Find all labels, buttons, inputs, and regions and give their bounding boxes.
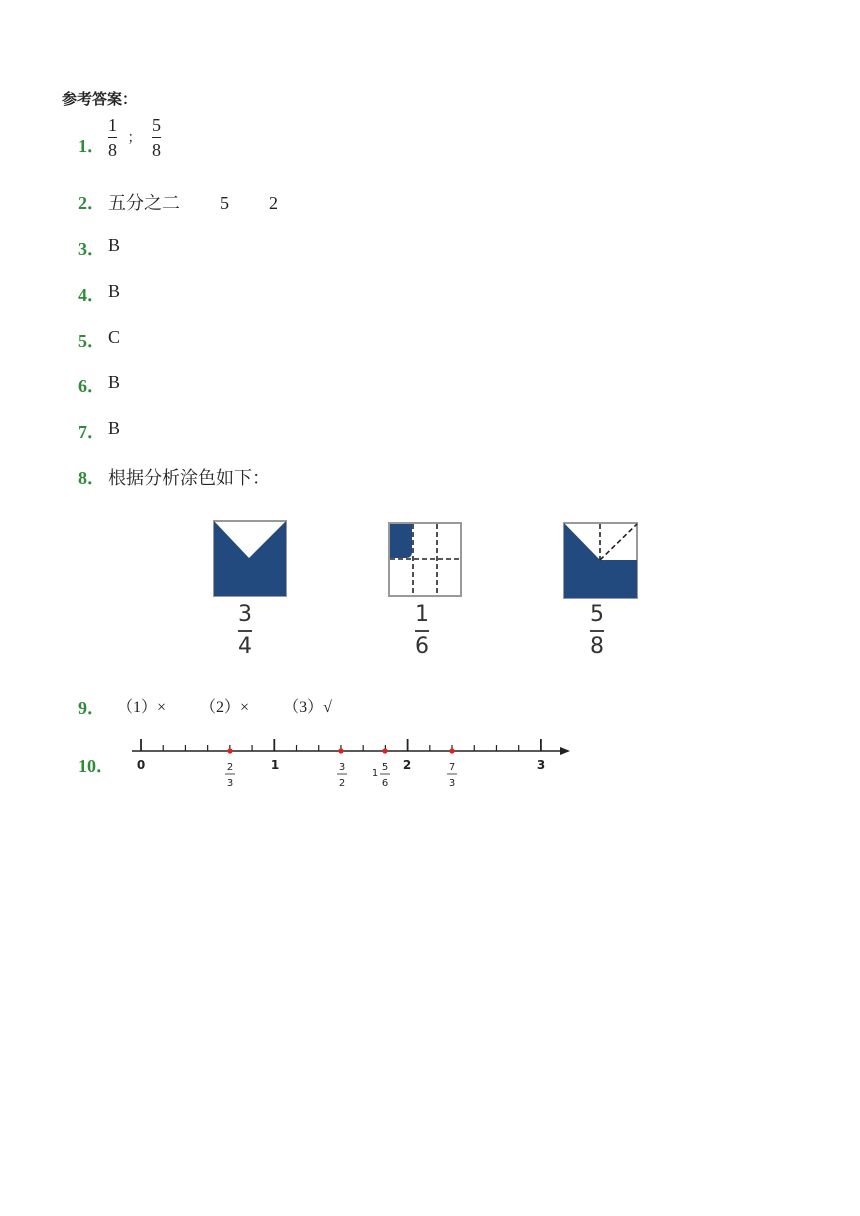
q1-fraction-b: $\frac{5}{8}$: [152, 115, 161, 160]
figure2-label: $\frac{1}{6}$: [415, 602, 429, 659]
q1-fraction-a: $\frac{1}{8}$: [108, 115, 117, 160]
q4-number: 4．: [78, 285, 105, 305]
q1-number: 1．: [78, 136, 105, 156]
nl-point-1-5-6: [382, 748, 387, 753]
nl-point-2-3-num: 2: [226, 762, 234, 773]
figure-five-eighths: [563, 522, 639, 600]
nl-label-2: 2: [402, 758, 412, 772]
q6-number: 6．: [78, 376, 105, 396]
q2-answer: 五分之二 5 2: [108, 193, 278, 213]
number-line-arrow: [560, 747, 570, 755]
nl-label-3: 3: [536, 758, 546, 772]
q9-answer: （1）× （2）× （3）√: [117, 699, 332, 716]
nl-point-1-5-6-whole: 1: [371, 768, 379, 779]
number-line: [126, 732, 576, 796]
nl-point-1-5-6-den: 6: [381, 778, 389, 789]
nl-point-7-3: [449, 748, 454, 753]
q8-answer: 根据分析涂色如下：: [108, 468, 270, 488]
q3-answer: B: [108, 235, 121, 255]
q7-answer: B: [108, 418, 121, 438]
q9-number: 9．: [78, 698, 105, 718]
q10-number: 10．: [78, 756, 114, 776]
nl-point-3-2-den: 2: [338, 778, 346, 789]
nl-point-3-2: [338, 748, 343, 753]
nl-point-7-3-num: 7: [448, 762, 456, 773]
nl-point-1-5-6-num: 5: [381, 762, 389, 773]
nl-point-2-3-den: 3: [226, 778, 234, 789]
nl-point-7-3-den: 3: [448, 778, 456, 789]
nl-point-2-3: [227, 748, 232, 753]
q5-number: 5．: [78, 331, 105, 351]
q2-number: 2．: [78, 193, 105, 213]
q1-answer: [108, 116, 161, 159]
q3-number: 3．: [78, 239, 105, 259]
figure3-label: $\frac{5}{8}$: [590, 602, 604, 659]
q4-answer: B: [108, 281, 121, 301]
figure-three-quarters: [213, 520, 287, 598]
figure1-label: $\frac{3}{4}$: [238, 602, 252, 659]
figure2-shaded: [390, 524, 412, 558]
q6-answer: B: [108, 372, 121, 392]
q8-number: 8．: [78, 468, 105, 488]
q7-number: 7．: [78, 422, 105, 442]
answer-heading: 参考答案：: [62, 92, 138, 108]
q1-separator: ；: [127, 130, 142, 146]
q5-answer: C: [108, 327, 121, 347]
figure-one-sixth: [388, 522, 463, 598]
nl-label-1: 1: [270, 758, 280, 772]
nl-point-3-2-num: 3: [338, 762, 346, 773]
nl-label-0: 0: [136, 758, 146, 772]
